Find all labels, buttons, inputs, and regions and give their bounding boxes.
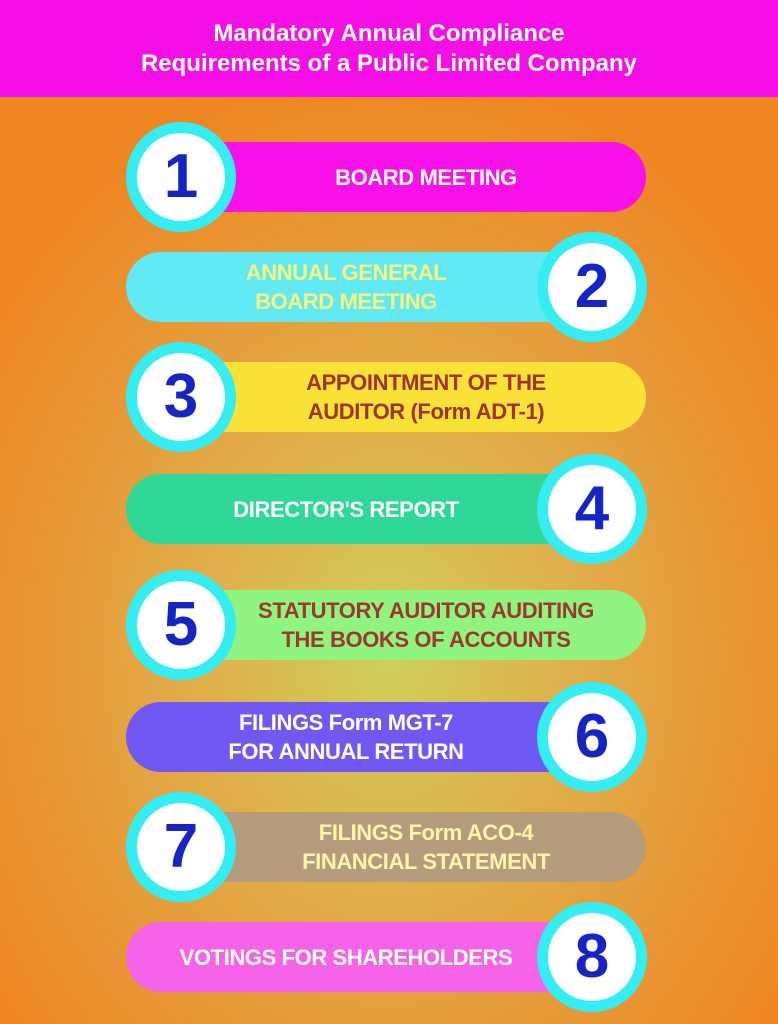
step-2-number: 2 <box>574 252 610 321</box>
title-banner <box>0 0 778 97</box>
step-5-number-badge <box>126 570 236 680</box>
step-4-label-line-1: DIRECTOR'S REPORT <box>233 496 459 522</box>
step-3 <box>0 340 778 450</box>
step-1-label-line-1: BOARD MEETING <box>335 164 517 190</box>
step-2 <box>0 230 778 340</box>
step-7 <box>0 790 778 900</box>
step-4-number-badge <box>537 454 647 564</box>
step-4 <box>0 452 778 562</box>
step-3-number-badge <box>126 342 236 452</box>
step-2-label-line-1: ANNUAL GENERAL <box>245 260 447 285</box>
step-7-number-badge <box>126 792 236 902</box>
step-8-number-badge <box>537 902 647 1012</box>
step-8 <box>0 900 778 1010</box>
step-3-number: 3 <box>163 362 199 431</box>
step-6-label-line-1: FILINGS Form MGT-7 <box>238 710 454 735</box>
step-6-label-line-2: FOR ANNUAL RETURN <box>228 739 464 764</box>
step-7-number: 7 <box>163 812 199 881</box>
step-7-label-line-2: FINANCIAL STATEMENT <box>302 849 550 874</box>
title-line-1: Mandatory Annual Compliance <box>213 19 565 47</box>
step-6-number: 6 <box>574 702 610 771</box>
title-line-2: Requirements of a Public Limited Company <box>140 49 638 77</box>
step-5-number: 5 <box>163 590 199 659</box>
step-5-label-line-1: STATUTORY AUDITOR AUDITING <box>258 598 594 623</box>
step-5 <box>0 568 778 678</box>
step-6-number-badge <box>537 682 647 792</box>
step-3-label-line-2: AUDITOR (Form ADT-1) <box>307 399 545 424</box>
step-4-number: 4 <box>574 474 610 543</box>
step-5-label-line-2: THE BOOKS OF ACCOUNTS <box>281 627 571 652</box>
step-1-number: 1 <box>163 142 199 211</box>
step-6 <box>0 680 778 790</box>
step-8-label-line-1: VOTINGS FOR SHAREHOLDERS <box>179 944 513 970</box>
step-1-number-badge <box>126 122 236 232</box>
step-2-number-badge <box>537 232 647 342</box>
step-8-number: 8 <box>574 922 610 991</box>
step-3-label-line-1: APPOINTMENT OF THE <box>306 370 546 395</box>
step-2-label-line-2: BOARD MEETING <box>255 289 437 314</box>
step-7-label-line-1: FILINGS Form ACO-4 <box>318 820 534 845</box>
step-1 <box>0 120 778 230</box>
